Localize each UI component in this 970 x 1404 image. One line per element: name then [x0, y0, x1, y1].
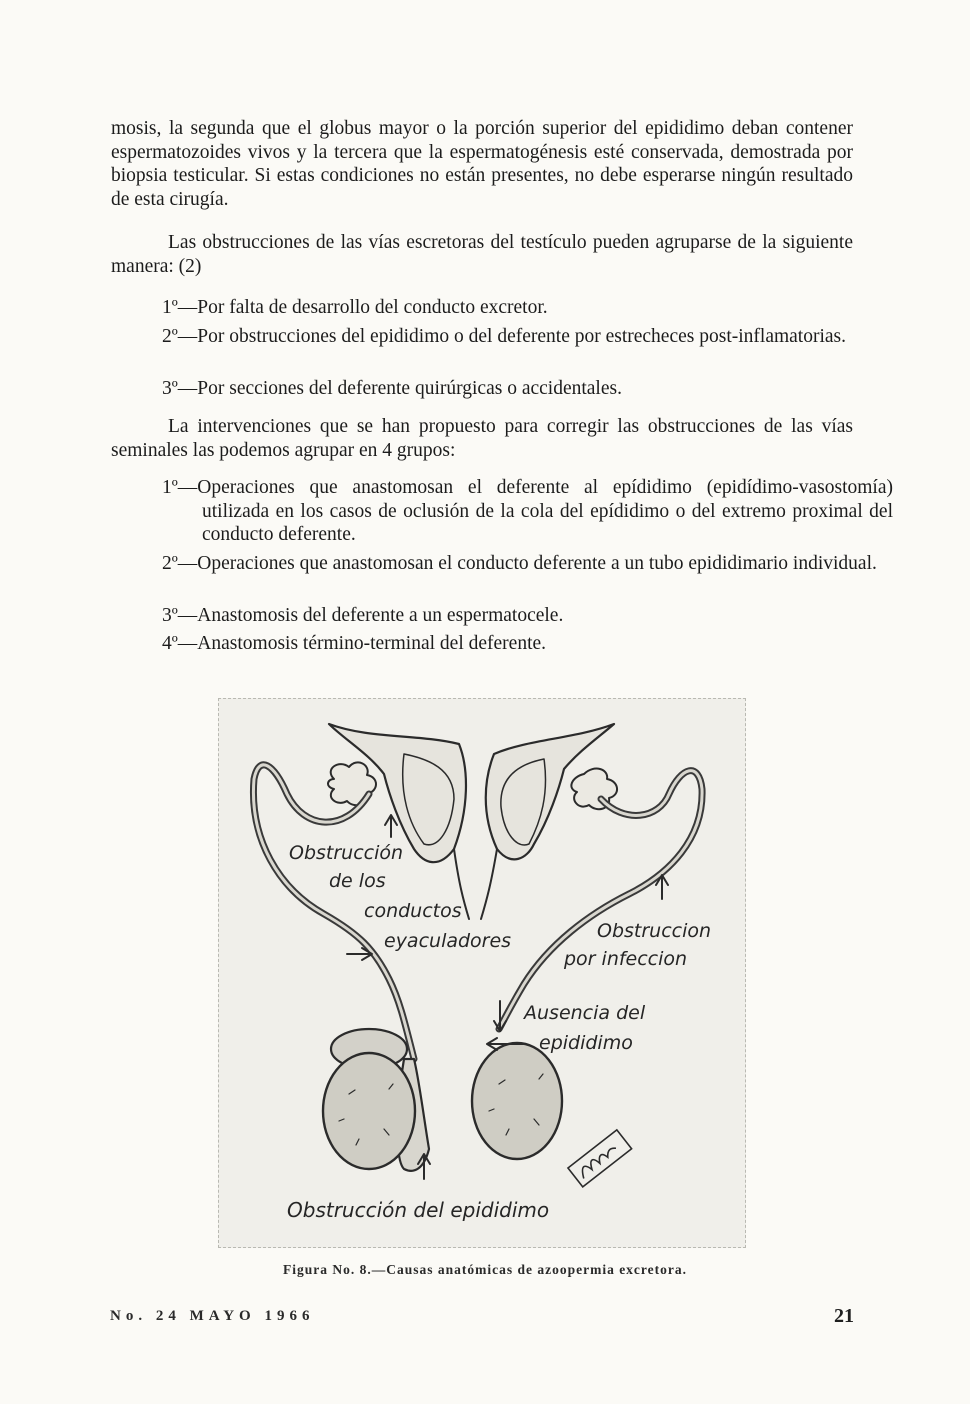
label-de-los: de los [329, 870, 386, 892]
figure-caption: Figura No. 8.—Causas anatómicas de azoopermia excretora. [282, 1262, 688, 1277]
page-number: 21 [834, 1305, 854, 1327]
right-testis [472, 1043, 562, 1159]
label-obstruccion-right: Obstruccion [597, 920, 712, 942]
arrow-up-left-vesicle [385, 815, 397, 837]
artist-signature [568, 1130, 632, 1187]
list-item: 1º—Por falta de desarrollo del conducto excretor. [162, 297, 548, 318]
paragraph-continuation: mosis, la segunda que el globus mayor o la porción superior del epididimo deban contener espermatozoides vivos y la tercera que la espermatogénesis esté conservada, demostrada por biopsia testicular. Si estas condiciones no están presentes, no debe esperarse ningún resultado de esta cirugía. [111, 118, 853, 210]
anatomical-illustration [218, 698, 746, 1248]
label-conductos: conductos [364, 900, 462, 922]
list-item: 2º—Operaciones que anastomosan el conducto deferente a un tubo epididimario individual. [162, 553, 877, 574]
label-ausencia-del: Ausencia del [524, 1002, 646, 1024]
label-eyaculadores: eyaculadores [384, 930, 512, 952]
list-item: 1º—Operaciones que anastomosan el deferente al epídidimo (epidídimo-vasostomía) utilizada en los casos de oclusión de la cola del epídidimo o del extremo proximal del conducto deferente. [162, 477, 893, 545]
list-item: 3º—Por secciones del deferente quirúrgicas o accidentales. [162, 378, 622, 399]
list-item: 2º—Por obstrucciones del epididimo o del deferente por estrecheces post-inflamatorias. [162, 326, 846, 347]
list-item: 3º—Anastomosis del deferente a un espermatocele. [162, 605, 564, 626]
left-testis [323, 1053, 415, 1169]
paragraph-interventions-intro: La intervenciones que se han propuesto para corregir las obstrucciones de las vías seminales las podemos agrupar en 4 grupos: [111, 416, 853, 461]
label-por-infeccion: por infeccion [564, 948, 688, 970]
label-obstruccion-epididimo: Obstrucción del epididimo [287, 1198, 550, 1222]
label-epididimo: epididimo [539, 1032, 633, 1054]
paragraph-obstructions-intro: Las obstrucciones de las vías escretoras del testículo pueden agruparse de la siguiente manera: (2) [111, 232, 853, 277]
list-item: 4º—Anastomosis término-terminal del deferente. [162, 633, 547, 654]
issue-info: No. 24 MAYO 1966 [110, 1308, 315, 1324]
label-obstruccion: Obstrucción [289, 842, 404, 864]
illustration-drawing [219, 699, 747, 1249]
